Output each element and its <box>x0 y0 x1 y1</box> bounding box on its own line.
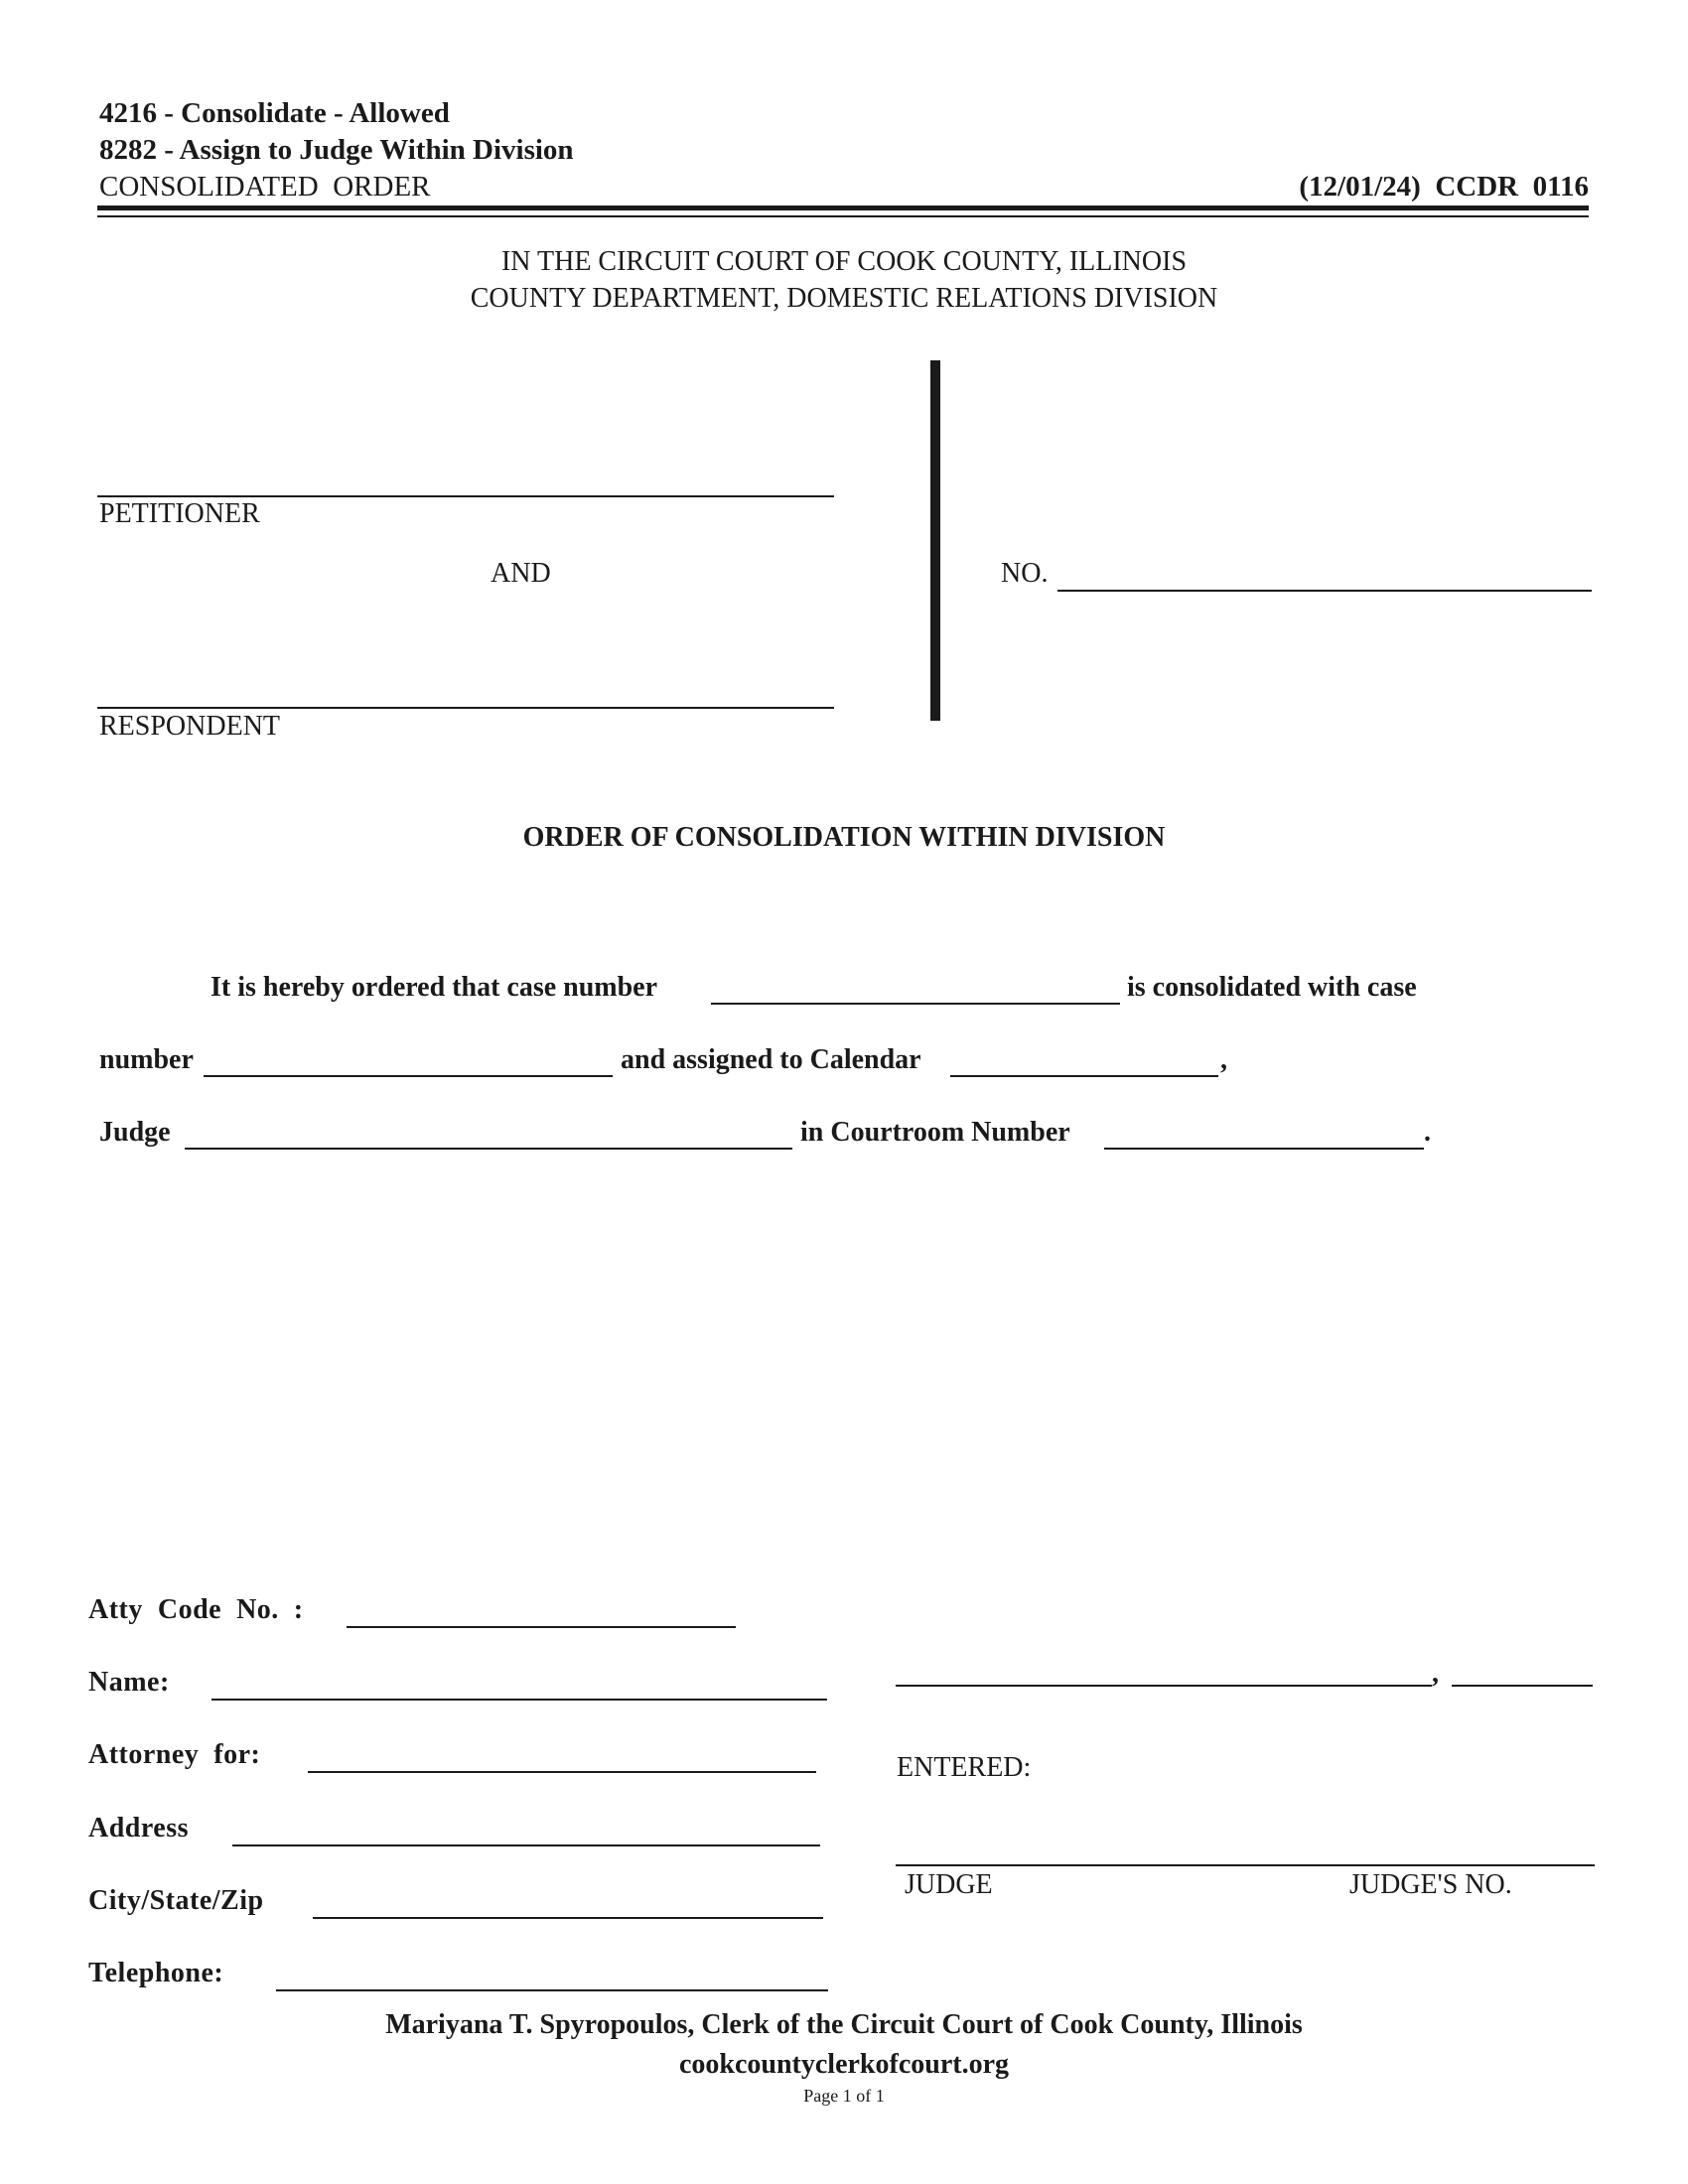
address-label: Address <box>88 1813 190 1843</box>
attorney-for-label: Attorney for: <box>88 1739 261 1770</box>
attorney-for-line[interactable] <box>308 1771 816 1773</box>
header-thin-rule <box>97 215 1589 217</box>
case-no-label: NO. <box>1001 558 1049 589</box>
petitioner-label: PETITIONER <box>99 498 260 529</box>
calendar-comma: , <box>1220 1044 1227 1075</box>
respondent-label: RESPONDENT <box>99 711 281 742</box>
and-label: AND <box>491 558 551 589</box>
courtroom-number-line[interactable] <box>1104 1148 1424 1150</box>
entry-year-line[interactable] <box>1452 1685 1593 1687</box>
judge-name-line[interactable] <box>185 1148 792 1150</box>
form-code-line-2: 8282 - Assign to Judge Within Division <box>99 134 574 166</box>
judge-no-label: JUDGE'S NO. <box>1349 1869 1512 1900</box>
order-text-number: number <box>99 1044 194 1075</box>
order-text-courtroom: in Courtroom Number <box>800 1117 1070 1148</box>
clerk-credit: Mariyana T. Spyropoulos, Clerk of the Circuit Court of Cook County, Illinois <box>385 2009 1303 2040</box>
case-no-line[interactable] <box>1057 590 1592 592</box>
telephone-label: Telephone: <box>88 1958 224 1988</box>
court-name: IN THE CIRCUIT COURT OF COOK COUNTY, ILLINOIS <box>500 246 1188 277</box>
name-label: Name: <box>88 1667 170 1698</box>
entry-comma: , <box>1432 1658 1440 1689</box>
entered-label: ENTERED: <box>897 1752 1032 1783</box>
atty-code-line[interactable] <box>347 1626 736 1628</box>
city-state-zip-line[interactable] <box>313 1917 823 1919</box>
order-text-calendar: and assigned to Calendar <box>621 1044 921 1075</box>
calendar-line[interactable] <box>950 1075 1218 1077</box>
judge-signature-line[interactable] <box>896 1864 1595 1866</box>
form-code-line-1: 4216 - Consolidate - Allowed <box>99 97 450 129</box>
courtroom-period: . <box>1424 1117 1431 1148</box>
address-line[interactable] <box>232 1844 820 1846</box>
form-revision-code: (12/01/24) CCDR 0116 <box>1299 171 1589 203</box>
caption-divider <box>930 360 940 721</box>
atty-code-label: Atty Code No. : <box>88 1594 304 1625</box>
order-text-case-number: It is hereby ordered that case number <box>211 972 658 1003</box>
judge-label: JUDGE <box>905 1869 993 1900</box>
form-title: CONSOLIDATED ORDER <box>99 171 431 203</box>
case-number-2-line[interactable] <box>204 1075 613 1077</box>
respondent-line[interactable] <box>97 707 834 709</box>
court-division: COUNTY DEPARTMENT, DOMESTIC RELATIONS DIVISION <box>470 283 1218 314</box>
name-line[interactable] <box>211 1699 827 1701</box>
page-number: Page 1 of 1 <box>803 2086 885 2106</box>
entry-date-line[interactable] <box>896 1685 1432 1687</box>
order-text-consolidated: is consolidated with case <box>1127 972 1417 1003</box>
order-text-judge: Judge <box>99 1117 171 1148</box>
order-title: ORDER OF CONSOLIDATION WITHIN DIVISION <box>522 822 1166 853</box>
header-thick-rule <box>97 205 1589 210</box>
telephone-line[interactable] <box>276 1989 828 1991</box>
case-number-1-line[interactable] <box>711 1003 1120 1005</box>
clerk-website: cookcountyclerkofcourt.org <box>678 2049 1010 2080</box>
city-state-zip-label: City/State/Zip <box>88 1885 264 1916</box>
petitioner-line[interactable] <box>97 495 834 497</box>
